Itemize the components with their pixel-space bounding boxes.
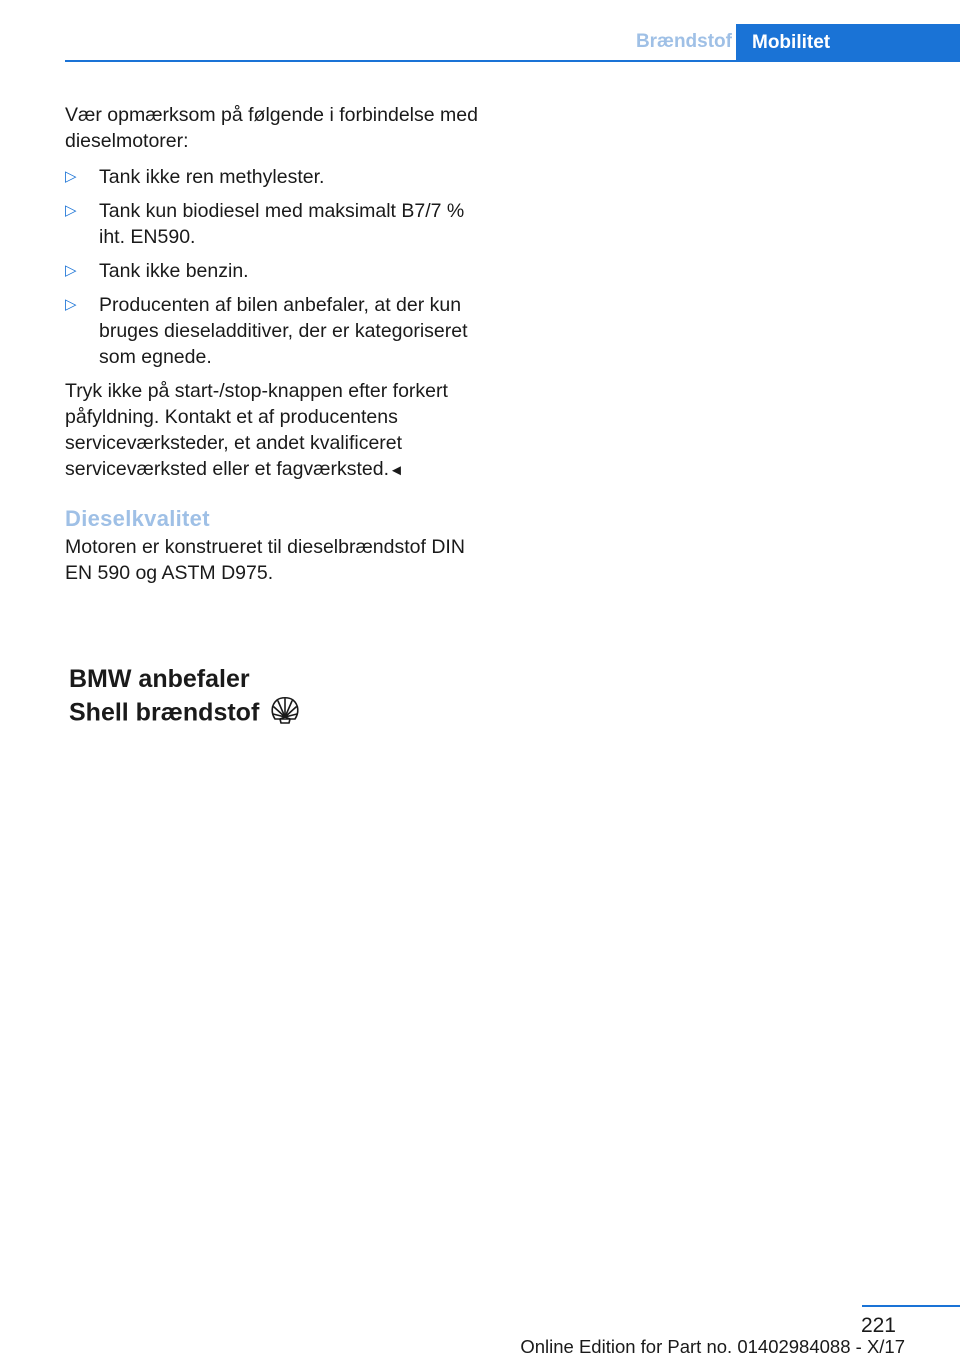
list-item: [65, 198, 485, 250]
list-item-text: Producenten af bilen anbefaler, at der kun bruges dieseladditiver, der er kategoriseret som egnede.: [99, 294, 468, 368]
list-item: [65, 292, 485, 370]
list-item-text: Tank ikke benzin.: [99, 260, 249, 282]
list-item-text: Tank kun biodiesel med maksimalt B7/7 % iht. EN590.: [99, 200, 465, 248]
chapter-tab[interactable]: Mobilitet: [736, 24, 960, 62]
edition-note: Online Edition for Part no. 01402984088 - X/17: [520, 1336, 905, 1357]
page-number: 221: [860, 1314, 896, 1337]
list-item-text: Tank ikke ren methylester.: [99, 166, 325, 188]
shell-promo: [69, 664, 329, 733]
triangle-bullet-icon: ▷: [65, 262, 77, 279]
promo-line-2-text: Shell brændstof: [69, 698, 260, 727]
warning-text: [65, 378, 485, 484]
bullet-list: [65, 164, 485, 370]
body-text: Motoren er konstrueret til dieselbrændstof DIN EN 590 og ASTM D975.: [65, 536, 465, 584]
section-heading: Dieselkvalitet: [65, 506, 210, 531]
main-content: [65, 102, 485, 596]
list-item: [65, 258, 485, 284]
triangle-bullet-icon: ▷: [65, 202, 77, 219]
footer-rule: [862, 1305, 960, 1307]
warning-body: Tryk ikke på start-/stop-knappen efter forkert påfyldning. Kontakt et af producentens serviceværksteder, et andet kvalificeret serviceværksted eller et fagværksted.: [65, 380, 448, 480]
promo-line-1: BMW anbefaler: [69, 665, 250, 693]
list-item: [65, 164, 485, 190]
triangle-bullet-icon: ▷: [65, 296, 77, 313]
intro-text: Vær opmærksom på følgende i forbindelse med dieselmotorer:: [65, 104, 478, 152]
promo-line-2: [69, 695, 329, 733]
section-tab[interactable]: Brændstof: [635, 31, 732, 52]
end-mark-icon: ◄: [389, 462, 404, 479]
triangle-bullet-icon: ▷: [65, 168, 77, 185]
shell-logo-icon: [269, 695, 301, 733]
